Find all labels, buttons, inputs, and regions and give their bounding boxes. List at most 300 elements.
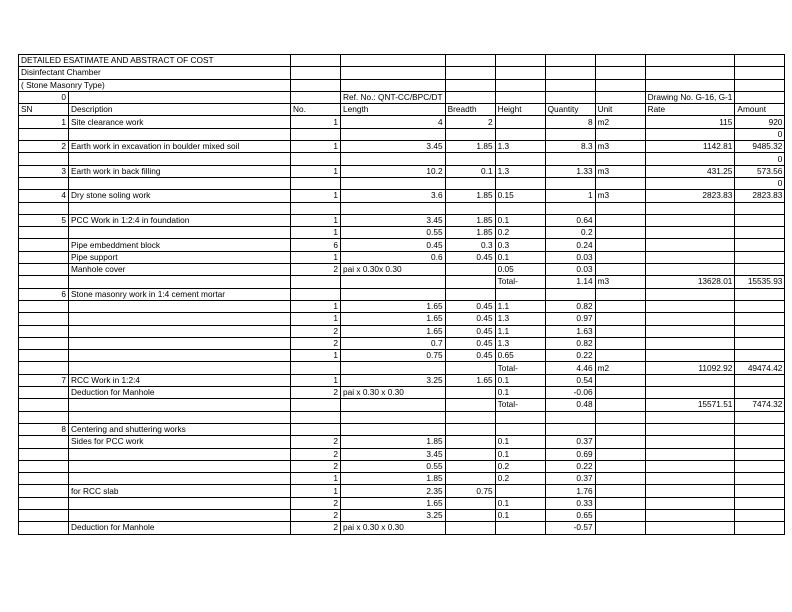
col-amount: Amount <box>735 104 785 116</box>
cell-amount <box>735 497 785 509</box>
cell-breadth <box>445 423 495 435</box>
cell-height: 0.2 <box>495 227 545 239</box>
cell-rate: 115 <box>645 116 735 128</box>
cell-breadth <box>445 177 495 189</box>
cell-unit <box>595 227 645 239</box>
cell-sn <box>19 411 69 423</box>
cell-sn <box>19 313 69 325</box>
cell-rate <box>645 202 735 214</box>
cell-unit <box>595 128 645 140</box>
reference-row <box>19 91 785 103</box>
cell-height <box>495 153 545 165</box>
cell-unit <box>595 313 645 325</box>
cell-no: 1 <box>291 374 341 386</box>
col-height: Height <box>495 104 545 116</box>
cell-description <box>69 473 291 485</box>
cell-no: 1 <box>291 473 341 485</box>
cell-description: Centering and shuttering works <box>69 423 291 435</box>
col-rate: Rate <box>645 104 735 116</box>
cell-unit <box>595 214 645 226</box>
cell-amount: 920 <box>735 116 785 128</box>
cell-quantity: 0.33 <box>545 497 595 509</box>
table-row <box>19 350 785 362</box>
cell-height: 0.15 <box>495 190 545 202</box>
cell-amount <box>735 227 785 239</box>
cell-rate <box>645 522 735 534</box>
cell-breadth: 0.45 <box>445 313 495 325</box>
cell-amount: 49474.42 <box>735 362 785 374</box>
cell-quantity: 0.22 <box>545 460 595 472</box>
cell-rate <box>645 350 735 362</box>
cell-amount: 0 <box>735 153 785 165</box>
cell-amount <box>735 300 785 312</box>
cell-height: 1.1 <box>495 300 545 312</box>
cell-rate <box>645 214 735 226</box>
cell-length: pai x 0.30x 0.30 <box>341 264 446 276</box>
cell-sn <box>19 128 69 140</box>
cell-sn: 8 <box>19 423 69 435</box>
cell-quantity: 1.76 <box>545 485 595 497</box>
cell-unit <box>595 411 645 423</box>
cell-breadth: 0.1 <box>445 165 495 177</box>
cell-quantity <box>545 177 595 189</box>
zero-cell: 0 <box>19 91 69 103</box>
cell-breadth <box>445 460 495 472</box>
cell-description: PCC Work in 1:2:4 in foundation <box>69 214 291 226</box>
cell-sn <box>19 448 69 460</box>
cell-length: 0.7 <box>341 337 446 349</box>
cell-amount <box>735 264 785 276</box>
cell-rate <box>645 423 735 435</box>
cell-breadth <box>445 202 495 214</box>
cell-rate: 431.25 <box>645 165 735 177</box>
cell-breadth <box>445 509 495 521</box>
cell-breadth: 0.3 <box>445 239 495 251</box>
cell-no: 1 <box>291 313 341 325</box>
cell-height: 1.3 <box>495 141 545 153</box>
cell-unit <box>595 350 645 362</box>
cell-amount <box>735 423 785 435</box>
cell-description <box>69 153 291 165</box>
cell-height <box>495 288 545 300</box>
cell-amount <box>735 485 785 497</box>
cell-length: 0.55 <box>341 227 446 239</box>
table-row <box>19 337 785 349</box>
cell-breadth: 0.45 <box>445 350 495 362</box>
cell-sn <box>19 485 69 497</box>
cell-amount: 2823.83 <box>735 190 785 202</box>
cell-rate <box>645 374 735 386</box>
cell-quantity: 0.2 <box>545 227 595 239</box>
cell-height <box>495 411 545 423</box>
cell-sn <box>19 300 69 312</box>
cell-length: 3.6 <box>341 190 446 202</box>
cell-height <box>495 128 545 140</box>
cell-description: Deduction for Manhole <box>69 522 291 534</box>
cell-rate <box>645 411 735 423</box>
table-row <box>19 214 785 226</box>
cell-sn: 7 <box>19 374 69 386</box>
cell-quantity: 8.3 <box>545 141 595 153</box>
cell-quantity <box>545 153 595 165</box>
sheet-title: DETAILED ESATIMATE AND ABSTRACT OF COST <box>19 55 291 67</box>
cell-no: 1 <box>291 141 341 153</box>
cell-quantity: 1 <box>545 190 595 202</box>
cell-no <box>291 362 341 374</box>
cell-rate <box>645 128 735 140</box>
cell-amount: 7474.32 <box>735 399 785 411</box>
col-sn: SN <box>19 104 69 116</box>
cell-unit <box>595 239 645 251</box>
cell-unit <box>595 325 645 337</box>
cell-no: 1 <box>291 485 341 497</box>
cell-sn <box>19 337 69 349</box>
cell-unit <box>595 448 645 460</box>
cell-breadth: 2 <box>445 116 495 128</box>
cell-length: 3.45 <box>341 214 446 226</box>
cell-no <box>291 153 341 165</box>
cell-description: Pipe support <box>69 251 291 263</box>
cell-length: 4 <box>341 116 446 128</box>
cell-rate: 13628.01 <box>645 276 735 288</box>
table-row <box>19 423 785 435</box>
col-unit: Unit <box>595 104 645 116</box>
cell-no: 1 <box>291 350 341 362</box>
cell-length: pai x 0.30 x 0.30 <box>341 522 446 534</box>
cell-quantity <box>545 411 595 423</box>
cell-amount <box>735 202 785 214</box>
cell-breadth: 0.45 <box>445 337 495 349</box>
cell-height: Total- <box>495 399 545 411</box>
cell-length <box>341 128 446 140</box>
cell-unit: m3 <box>595 276 645 288</box>
cell-unit <box>595 509 645 521</box>
cell-length: 1.85 <box>341 436 446 448</box>
cell-length: 3.25 <box>341 509 446 521</box>
cell-description: Pipe embeddment block <box>69 239 291 251</box>
cell-sn <box>19 251 69 263</box>
cell-description: Earth work in back filling <box>69 165 291 177</box>
cell-quantity: 4.46 <box>545 362 595 374</box>
cell-length: 3.45 <box>341 141 446 153</box>
cell-description: Sides for PCC work <box>69 436 291 448</box>
cell-no: 1 <box>291 165 341 177</box>
cell-amount <box>735 448 785 460</box>
table-row <box>19 436 785 448</box>
cell-unit: m2 <box>595 362 645 374</box>
col-quantity: Quantity <box>545 104 595 116</box>
cell-length: 1.85 <box>341 473 446 485</box>
table-row <box>19 387 785 399</box>
cell-sn <box>19 239 69 251</box>
table-row <box>19 239 785 251</box>
cell-quantity <box>545 202 595 214</box>
cell-height: 1.1 <box>495 325 545 337</box>
cell-length: 1.65 <box>341 325 446 337</box>
sheet-type: ( Stone Masonry Type) <box>19 79 291 91</box>
cell-no: 1 <box>291 116 341 128</box>
cell-height <box>495 116 545 128</box>
cell-height: 0.1 <box>495 448 545 460</box>
cell-rate <box>645 473 735 485</box>
cell-length <box>341 362 446 374</box>
table-row <box>19 300 785 312</box>
cell-sn <box>19 497 69 509</box>
cell-length <box>341 423 446 435</box>
cell-description: Stone masonry work in 1:4 cement mortar <box>69 288 291 300</box>
cell-amount <box>735 460 785 472</box>
cell-height: 0.05 <box>495 264 545 276</box>
cell-sn <box>19 387 69 399</box>
cell-amount <box>735 374 785 386</box>
cell-no <box>291 423 341 435</box>
cell-breadth <box>445 448 495 460</box>
table-row <box>19 448 785 460</box>
cell-height: 0.2 <box>495 460 545 472</box>
cell-no: 1 <box>291 300 341 312</box>
cell-length: 3.45 <box>341 448 446 460</box>
cell-amount <box>735 313 785 325</box>
cell-height: 1.3 <box>495 313 545 325</box>
cell-breadth <box>445 288 495 300</box>
table-row <box>19 485 785 497</box>
cell-quantity: 1.63 <box>545 325 595 337</box>
cell-rate <box>645 485 735 497</box>
cell-length <box>341 153 446 165</box>
cell-breadth <box>445 276 495 288</box>
cell-unit <box>595 251 645 263</box>
sheet-subtitle: Disinfectant Chamber <box>19 67 291 79</box>
cell-sn <box>19 227 69 239</box>
cell-quantity: 1.33 <box>545 165 595 177</box>
cell-length <box>341 177 446 189</box>
table-row <box>19 288 785 300</box>
cell-unit <box>595 288 645 300</box>
cell-quantity: -0.06 <box>545 387 595 399</box>
cell-unit <box>595 153 645 165</box>
cell-sn <box>19 473 69 485</box>
cell-breadth <box>445 399 495 411</box>
cell-length: 1.65 <box>341 313 446 325</box>
cell-description <box>69 300 291 312</box>
cell-quantity: 0.48 <box>545 399 595 411</box>
cell-no: 2 <box>291 460 341 472</box>
cell-description <box>69 497 291 509</box>
cell-no: 1 <box>291 227 341 239</box>
cell-length: 0.45 <box>341 239 446 251</box>
table-row <box>19 411 785 423</box>
cell-amount <box>735 337 785 349</box>
cell-no <box>291 128 341 140</box>
cell-breadth <box>445 497 495 509</box>
cell-description <box>69 202 291 214</box>
cell-breadth: 1.85 <box>445 214 495 226</box>
cell-length: 2.35 <box>341 485 446 497</box>
cell-unit <box>595 497 645 509</box>
cell-amount <box>735 411 785 423</box>
col-no: No. <box>291 104 341 116</box>
cell-rate <box>645 448 735 460</box>
cell-description: RCC Work in 1:2:4 <box>69 374 291 386</box>
cell-length <box>341 399 446 411</box>
cell-no <box>291 177 341 189</box>
cell-amount: 15535.93 <box>735 276 785 288</box>
cell-sn <box>19 177 69 189</box>
cell-quantity: 0.65 <box>545 509 595 521</box>
cell-description: Earth work in excavation in boulder mixed soil <box>69 141 291 153</box>
cell-sn <box>19 509 69 521</box>
cell-length: 10.2 <box>341 165 446 177</box>
cell-rate: 15571.51 <box>645 399 735 411</box>
cell-sn: 5 <box>19 214 69 226</box>
cell-breadth <box>445 264 495 276</box>
cell-breadth: 1.85 <box>445 141 495 153</box>
col-breadth: Breadth <box>445 104 495 116</box>
cell-rate <box>645 264 735 276</box>
cell-amount <box>735 473 785 485</box>
cell-height: 0.1 <box>495 509 545 521</box>
cell-description <box>69 509 291 521</box>
cell-quantity: 0.24 <box>545 239 595 251</box>
cell-unit <box>595 460 645 472</box>
cell-sn <box>19 350 69 362</box>
cell-no: 2 <box>291 337 341 349</box>
cell-no: 2 <box>291 264 341 276</box>
cell-height: 0.1 <box>495 387 545 399</box>
cell-amount: 0 <box>735 128 785 140</box>
cell-rate <box>645 239 735 251</box>
cell-breadth: 0.45 <box>445 251 495 263</box>
cell-amount: 9485.32 <box>735 141 785 153</box>
cell-breadth <box>445 436 495 448</box>
cell-length <box>341 276 446 288</box>
cell-rate <box>645 460 735 472</box>
cell-sn <box>19 276 69 288</box>
cell-breadth: 0.45 <box>445 300 495 312</box>
cell-height: 0.1 <box>495 436 545 448</box>
cell-quantity: -0.57 <box>545 522 595 534</box>
table-row <box>19 251 785 263</box>
table-row <box>19 460 785 472</box>
cell-description <box>69 448 291 460</box>
cell-height: 0.1 <box>495 214 545 226</box>
cell-rate <box>645 497 735 509</box>
cell-description <box>69 411 291 423</box>
cell-rate <box>645 153 735 165</box>
subtitle-row <box>19 67 785 79</box>
cell-quantity: 0.22 <box>545 350 595 362</box>
table-row <box>19 190 785 202</box>
cell-description: Dry stone soling work <box>69 190 291 202</box>
cell-quantity: 0.69 <box>545 448 595 460</box>
cell-height: 1.3 <box>495 337 545 349</box>
cell-no <box>291 288 341 300</box>
cell-no: 2 <box>291 387 341 399</box>
cell-rate <box>645 436 735 448</box>
table-row <box>19 128 785 140</box>
cell-height: 0.1 <box>495 374 545 386</box>
reference-number: Ref. No.: QNT-CC/BPC/DT <box>341 91 446 103</box>
cell-height: 1.3 <box>495 165 545 177</box>
cell-sn: 6 <box>19 288 69 300</box>
cell-quantity <box>545 288 595 300</box>
table-row <box>19 116 785 128</box>
cell-rate <box>645 300 735 312</box>
cell-rate: 11092.92 <box>645 362 735 374</box>
table-row <box>19 313 785 325</box>
cell-unit <box>595 473 645 485</box>
cell-height <box>495 485 545 497</box>
table-row <box>19 509 785 521</box>
cell-amount <box>735 436 785 448</box>
cell-sn <box>19 325 69 337</box>
cell-length <box>341 411 446 423</box>
cell-unit <box>595 264 645 276</box>
cell-sn <box>19 202 69 214</box>
cell-sn: 2 <box>19 141 69 153</box>
column-header-row <box>19 104 785 116</box>
cell-sn <box>19 460 69 472</box>
cell-amount <box>735 522 785 534</box>
cell-height: 0.1 <box>495 497 545 509</box>
table-row <box>19 177 785 189</box>
table-row <box>19 497 785 509</box>
cell-amount: 0 <box>735 177 785 189</box>
table-row <box>19 374 785 386</box>
cell-rate: 1142.81 <box>645 141 735 153</box>
cell-quantity: 8 <box>545 116 595 128</box>
table-row <box>19 141 785 153</box>
table-row <box>19 473 785 485</box>
cell-quantity: 0.82 <box>545 337 595 349</box>
cell-breadth: 0.45 <box>445 325 495 337</box>
cell-amount <box>735 239 785 251</box>
cell-breadth <box>445 473 495 485</box>
cell-description <box>69 177 291 189</box>
cell-height: 0.1 <box>495 251 545 263</box>
cell-no: 2 <box>291 436 341 448</box>
cell-unit <box>595 300 645 312</box>
table-row <box>19 153 785 165</box>
cell-height: 0.3 <box>495 239 545 251</box>
cell-rate: 2823.83 <box>645 190 735 202</box>
cell-description <box>69 460 291 472</box>
cell-breadth <box>445 522 495 534</box>
cell-no: 2 <box>291 509 341 521</box>
cell-no: 2 <box>291 522 341 534</box>
cell-description <box>69 128 291 140</box>
cell-rate <box>645 288 735 300</box>
cell-sn <box>19 153 69 165</box>
cell-quantity: 0.82 <box>545 300 595 312</box>
cell-amount <box>735 387 785 399</box>
cell-length: 0.6 <box>341 251 446 263</box>
cell-description <box>69 313 291 325</box>
cell-sn <box>19 399 69 411</box>
cell-description <box>69 337 291 349</box>
cell-quantity: 1.14 <box>545 276 595 288</box>
cell-length: pai x 0.30 x 0.30 <box>341 387 446 399</box>
cell-unit <box>595 387 645 399</box>
table-row <box>19 227 785 239</box>
cell-amount: 573.56 <box>735 165 785 177</box>
cell-quantity: 0.03 <box>545 264 595 276</box>
cell-no: 1 <box>291 214 341 226</box>
cell-no: 2 <box>291 497 341 509</box>
cell-unit <box>595 423 645 435</box>
cell-no: 1 <box>291 190 341 202</box>
cell-description <box>69 362 291 374</box>
